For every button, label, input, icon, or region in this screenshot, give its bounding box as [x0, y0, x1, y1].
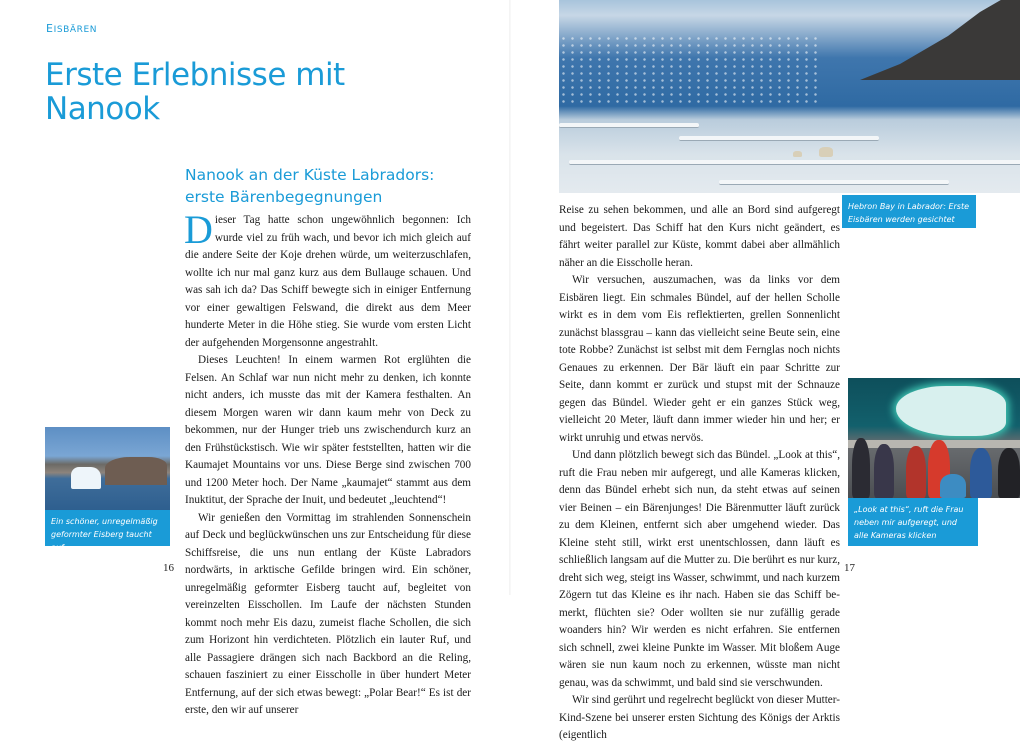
body-text-right [559, 202, 840, 745]
iceberg-shape [71, 467, 101, 489]
body-text-left [184, 207, 471, 720]
chapter-title-line-2: Nanook [45, 91, 160, 127]
left-page [0, 0, 510, 716]
ship-photo-caption: „Look at this“, ruft die Frau neben mir aufgeregt, und alle Kameras klicken [848, 498, 978, 546]
bears-photo-caption: Hebron Bay in Labrador: Erste Eisbären werden gesichtet [842, 195, 976, 228]
paragraph: Wir versuchen, auszumachen, was da links vor dem Eisbären liegt. Ein schmales Bündel, auf der hellen Scholle wirkt es in dem vom Eis reflektierten, grellen Sonnenlicht zunächst blassgrau – kann das vielleicht seine Beute sein, eine tote Robbe? Zunächst ist selbst mit dem Fernglas noch nichts Genaues zu erkennen. Der Bär läuft ein paar Schritte zur Seite, dann kommt er zurück und stupst mit der Schnauze gegen das Bündel. Wieder geht er ein ganzes Stück weg, vielleicht 20 Meter, läuft dann immer wieder hin und her; er wirkt unruhig und etwas nervös. [559, 274, 840, 444]
section-subtitle [185, 164, 434, 208]
passenger [852, 438, 870, 498]
section-label-initial: E [46, 22, 54, 35]
polar-bear-mother [819, 147, 833, 157]
iceberg-photo [45, 427, 170, 510]
section-label [46, 22, 97, 35]
ice-floe [559, 123, 699, 128]
ice-floe-shape [896, 386, 1006, 436]
ice-floe [569, 160, 1020, 165]
ice-floe [719, 180, 949, 185]
paragraph: Wir genießen den Vormittag im strahlenden Sonnenschein auf Deck und beglückwünschen uns zur Entscheidung für diese Schiffsreise, die uns nun entlang der Küste Labradors nordwärts, in arktische Gefilde bringen wird. Ein schöner, unregelmäßig geformter Eisberg taucht auf, begleitet von vereinzelten Eisschollen. Im Laufe der nächsten Stunden kommt noch mehr Eis dazu, zumeist flache Schollen, die sich zum Horizont hin verdichteten. Plötzlich ein lauter Ruf, und alle Passagiere drängen sich nach Backbord an die Reling, schauen fasziniert zu einer Eisscholle in über hundert Meter Entfernung, auf der sich etwas bewegt: „Polar Bear!“ Es ist der erste, den wir auf unserer [185, 511, 471, 716]
passenger [874, 444, 894, 498]
paragraph: Reise zu sehen bekommen, und alle an Bord sind aufgeregt und begeistert. Das Schiff hat den Kurs nicht geändert, es fährt weiter parallel zur Küste, kommt dabei aber allmählich näher an die Eisscholle heran. [559, 204, 840, 269]
passenger [940, 474, 966, 498]
ice-floe [679, 136, 879, 141]
passenger [906, 446, 926, 498]
rock-cliff [860, 0, 1020, 80]
chapter-title-line-1: Erste Erlebnisse mit [45, 57, 345, 93]
polar-bear-cub [793, 151, 802, 157]
water-glitter [559, 35, 819, 105]
iceberg-photo-caption: Ein schöner, unregelmäßig geformter Eisberg taucht auf [45, 510, 170, 546]
ship-deck-photo [848, 378, 1020, 498]
paragraph [184, 207, 471, 352]
page-number-left: 16 [163, 562, 174, 574]
passenger [970, 448, 992, 498]
page-number-right: 17 [844, 562, 855, 574]
polar-bears-photo [559, 0, 1020, 193]
paragraph: Dieses Leuchten! In einem warmen Rot erglühten die Felsen. An Schlaf war nun nicht mehr zu denken, ich konnte nicht anders, ich musste das mit der Kamera festhalten. An diesem Morgen waren wir dann kaum mehr von Deck zu bekommen, nur der Hunger trieb uns zwischendurch kurz an den Frühstückstisch. Wie wir später feststellten, hatten wir die Kaumajet Mountains vor uns. Diese Berge sind zwischen 700 und 1200 Meter hoch. Der Name „kaumajet“ stammt aus dem Inuktitut, der Sprache der Inuit, und bedeutet „leuchtend“! [185, 354, 471, 506]
mountain-shape [105, 457, 167, 485]
subtitle-line-2: erste Bärenbegegnungen [185, 188, 383, 206]
chapter-title [45, 58, 345, 126]
passenger [998, 448, 1020, 498]
drop-cap: D [184, 207, 213, 252]
section-label-rest: ISBÄREN [53, 25, 98, 35]
paragraph: Wir sind gerührt und regelrecht beglückt von dieser Mutter-Kind-Szene bei unserer ersten Sichtung des Königs der Arktis (eigentlich [559, 694, 840, 741]
paragraph: Und dann plötzlich bewegt sich das Bündel. „Look at this“, ruft die Frau neben mir aufgeregt, und alle Kameras klicken, denn das Bündel erhebt sich nun, da steht etwas auf seinen vier Beinen – ein Bärenjunges! Die Bärenmutter läuft zurück zu dem Kleinen, entfernt sich aber umgehend wieder. Das Kleine steht still, wirkt erst unentschlossen, dann läuft es schließlich langsam auf die Mutter zu. Die berührt es nur kurz, dreht sich weg, steigt ins Wasser, schwimmt, und nach kurzem Zögern tut das Kleine es ihr nach. Haben sie das Schiff bemerkt, flüchten sie? Oder wollten sie nur zufällig gerade woanders hin? Wir werden es nicht erfahren. Sie entfernen sich schnell, zwei kleine Punkte im Wasser. Mit bloßem Auge wären sie nun kaum noch zu erkennen, wüsste man nicht genau, was da schwimmt, und bald sind sie verschwunden. [559, 449, 840, 689]
subtitle-line-1: Nanook an der Küste Labradors: [185, 166, 435, 184]
paragraph-text: ieser Tag hatte schon ungewöhnlich begonnen: Ich wurde viel zu früh wach, und bevor ich mich gleich auf die andere Seite der Koje drehen würde, um weiterzuschlafen, wollte ich nur mal ganz kurz aus dem Bullauge schauen. Und was sah ich da? Das Schiff bewegte sich in einiger Entfernung vor einer gewaltigen Felswand, die direkt aus dem Meer hunderte Meter in die Höhe stieg. Sie wurde vom ersten Licht der aufgehenden Morgensonne angestrahlt. [185, 214, 471, 349]
